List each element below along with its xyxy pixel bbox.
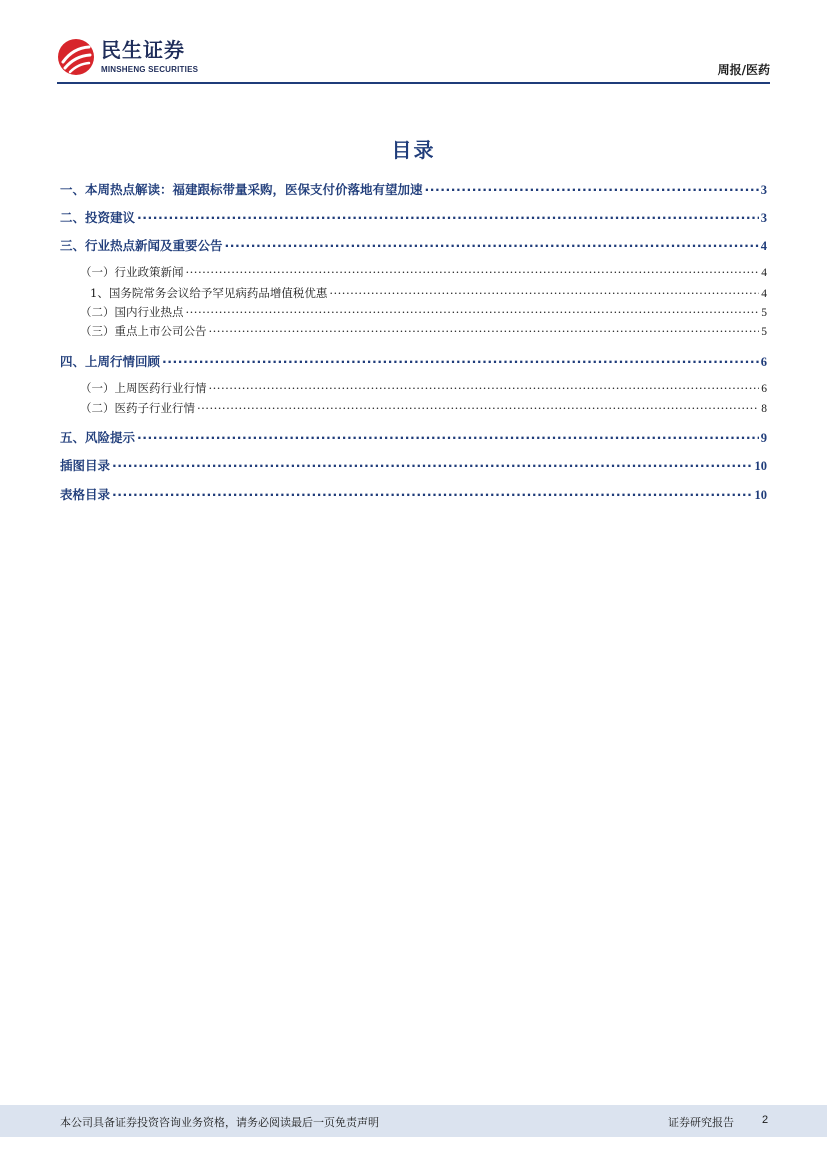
toc-leader-dots xyxy=(425,182,759,195)
toc-leader-dots xyxy=(162,354,759,367)
toc-entry-label: 三、行业热点新闻及重要公告 xyxy=(60,238,223,253)
toc-entry-tables[interactable] xyxy=(60,485,767,503)
toc-entry-page: 4 xyxy=(760,239,767,253)
toc-leader-dots xyxy=(137,210,759,223)
toc-leader-dots xyxy=(186,265,760,277)
toc-entry-3[interactable] xyxy=(60,236,767,254)
toc-entry-label: 二、投资建议 xyxy=(60,210,136,225)
toc-entry-4-2[interactable] xyxy=(80,400,767,416)
logo-english-name: MINSHENG SECURITIES xyxy=(101,65,199,74)
toc-leader-dots xyxy=(209,324,760,336)
toc-leader-dots xyxy=(329,286,759,298)
toc-entry-3-2[interactable] xyxy=(80,304,767,320)
toc-entry-page: 9 xyxy=(760,431,767,445)
logo-chinese-name: 民生证券 xyxy=(101,38,185,62)
footer-document-type: 证券研究报告 xyxy=(668,1116,734,1129)
toc-title: 目录 xyxy=(391,138,436,162)
toc-leader-dots xyxy=(112,487,752,500)
toc-entry-label: （一）行业政策新闻 xyxy=(80,265,184,279)
toc-entry-label: （二）国内行业热点 xyxy=(80,305,184,319)
page-number: 2 xyxy=(762,1114,769,1126)
toc-entry-page: 6 xyxy=(760,355,767,369)
footer-disclaimer: 本公司具备证券投资咨询业务资格，请务必阅读最后一页免责声明 xyxy=(60,1116,379,1129)
toc-entry-4[interactable] xyxy=(60,352,767,370)
toc-entry-page: 10 xyxy=(754,459,767,473)
toc-entry-3-1[interactable] xyxy=(80,264,767,280)
toc-entry-4-1[interactable] xyxy=(80,380,767,396)
toc-entry-label: 一、本周热点解读：福建跟标带量采购，医保支付价落地有望加速 xyxy=(60,182,423,197)
toc-leader-dots xyxy=(112,458,752,471)
toc-entry-3-1-1[interactable] xyxy=(90,285,767,301)
toc-entry-label: 1、国务院常务会议给予罕见病药品增值税优惠 xyxy=(90,286,328,300)
toc-entry-figures[interactable] xyxy=(60,456,767,474)
toc-entry-2[interactable] xyxy=(60,208,767,226)
toc-entry-label: 四、上周行情回顾 xyxy=(60,354,161,369)
toc-entry-3-3[interactable] xyxy=(80,323,767,339)
toc-entry-page: 6 xyxy=(761,383,767,395)
toc-entry-5[interactable] xyxy=(60,428,767,446)
page-footer xyxy=(0,1105,827,1137)
toc-entry-page: 4 xyxy=(761,288,767,300)
toc-entry-label: 插图目录 xyxy=(60,458,111,473)
toc-entry-page: 3 xyxy=(760,183,767,197)
toc-leader-dots xyxy=(209,381,760,393)
toc-entry-page: 8 xyxy=(761,403,767,415)
toc-entry-page: 10 xyxy=(754,488,767,502)
toc-entry-label: 表格目录 xyxy=(60,487,111,502)
toc-entry-page: 4 xyxy=(761,267,767,279)
toc-leader-dots xyxy=(137,430,759,443)
toc-entry-page: 3 xyxy=(760,211,767,225)
toc-entry-1[interactable] xyxy=(60,180,767,198)
toc-entry-page: 5 xyxy=(761,326,767,338)
report-type-label: 周报/医药 xyxy=(717,63,770,77)
toc-leader-dots xyxy=(225,238,759,251)
toc-entry-label: （二）医药子行业行情 xyxy=(80,401,195,415)
toc-entry-label: （三）重点上市公司公告 xyxy=(80,324,207,338)
toc-leader-dots xyxy=(186,305,760,317)
toc-entry-label: （一）上周医药行业行情 xyxy=(80,381,207,395)
toc-leader-dots xyxy=(197,401,759,413)
toc-entry-label: 五、风险提示 xyxy=(60,430,136,445)
toc-entry-page: 5 xyxy=(761,307,767,319)
